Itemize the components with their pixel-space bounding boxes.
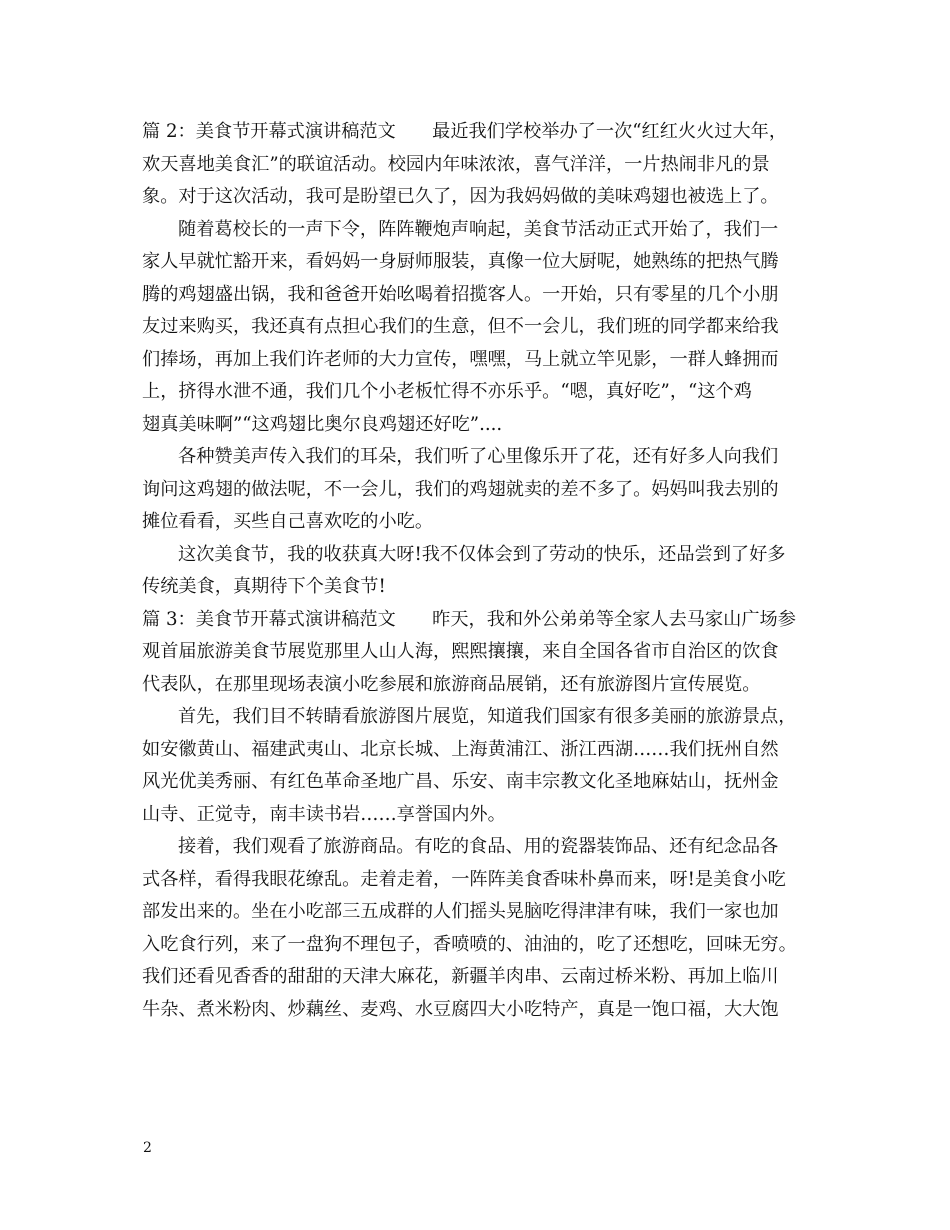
text-line: 询问这鸡翅的做法呢，不一会儿，我们的鸡翅就卖的差不多了。妈妈叫我去别的: [142, 478, 779, 500]
text-line: 篇 2：美食节开幕式演讲稿范文 最近我们学校举办了一次“红红火火过大年，: [142, 121, 788, 142]
text-line: 腾的鸡翅盛出锅，我和爸爸开始吆喝着招揽客人。一开始，只有零星的几个小朋: [142, 283, 779, 305]
text-line: 篇 3：美食节开幕式演讲稿范文 昨天，我和外公弟弟等全家人去马家山广场参: [142, 608, 796, 630]
text-line: 欢天喜地美食汇”的联谊活动。校园内年味浓浓，喜气洋洋，一片热闹非凡的景: [142, 153, 770, 175]
text-line: 首先，我们目不转睛看旅游图片展览，知道我们国家有很多美丽的旅游景点，: [178, 706, 797, 727]
text-line: 各种赞美声传入我们的耳朵，我们听了心里像乐开了花，还有好多人向我们: [178, 446, 779, 467]
text-line: 随着葛校长的一声下令，阵阵鞭炮声响起，美食节活动正式开始了，我们一: [178, 218, 779, 240]
text-line: 上，挤得水泄不通，我们几个小老板忙得不亦乐乎。“嗯，真好吃”，“这个鸡: [142, 381, 752, 402]
text-line: 代表队，在那里现场表演小吃参展和旅游商品展销，还有旅游图片宣传展览。: [142, 673, 761, 695]
text-line: 式各样，看得我眼花缭乱。走着走着，一阵阵美食香味朴鼻而来，呀!是美食小吃: [142, 868, 786, 890]
text-line: 我们还看见香香的甜甜的天津大麻花，新疆羊肉串、云南过桥米粉、再加上临川: [142, 966, 779, 987]
text-line: 如安徽黄山、福建武夷山、北京长城、上海黄浦江、浙江西湖……我们抚州自然: [142, 738, 779, 760]
text-line: 家人早就忙豁开来，看妈妈一身厨师服装，真像一位大厨呢，她熟练的把热气腾: [142, 251, 779, 272]
text-line: 接着，我们观看了旅游商品。有吃的食品、用的瓷器装饰品、还有纪念品各: [178, 836, 779, 857]
text-line: 们捧场，再加上我们许老师的大力宣传，嘿嘿，马上就立竿见影，一群人蜂拥而: [142, 348, 779, 370]
text-line: 翅真美味啊”“这鸡翅比奥尔良鸡翅还好吃”....: [142, 413, 503, 435]
page-number: 2: [143, 1140, 152, 1156]
text-line: 入吃食行列，来了一盘狗不理包子，香喷喷的、油油的，吃了还想吃，回味无穷。: [142, 933, 797, 955]
document-body: [142, 116, 818, 1026]
text-line: 牛杂、煮米粉肉、炒藕丝、麦鸡、水豆腐四大小吃特产，真是一饱口福，大大饱: [142, 998, 779, 1020]
text-line: 摊位看看，买些自己喜欢吃的小吃。: [142, 511, 434, 532]
text-line: 观首届旅游美食节展览那里人山人海，熙熙攘攘，来自全国各省市自治区的饮食: [142, 641, 779, 662]
text-line: 传统美食，真期待下个美食节!: [142, 576, 386, 597]
text-line: 山寺、正觉寺，南丰读书岩……享誉国内外。: [142, 803, 506, 825]
text-line: 友过来购买，我还真有点担心我们的生意，但不一会儿，我们班的同学都来给我: [142, 316, 779, 337]
text-line: 部发出来的。坐在小吃部三五成群的人们摇头晃脑吃得津津有味，我们一家也加: [142, 901, 779, 922]
text-line: 象。对于这次活动，我可是盼望已久了，因为我妈妈做的美味鸡翅也被选上了。: [142, 186, 779, 207]
text-line: 这次美食节，我的收获真大呀!我不仅体会到了劳动的快乐，还品尝到了好多: [178, 543, 786, 565]
text-line: 风光优美秀丽、有红色革命圣地广昌、乐安、南丰宗教文化圣地麻姑山，抚州金: [142, 771, 779, 792]
